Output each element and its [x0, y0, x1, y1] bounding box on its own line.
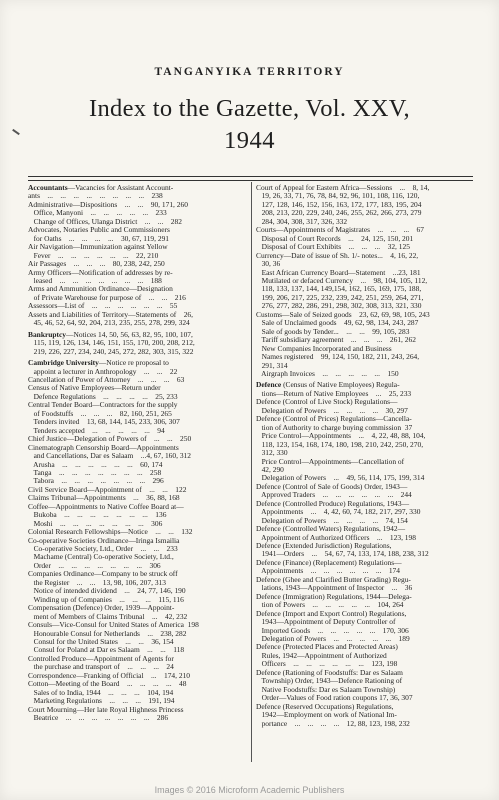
- index-entry-text: —Notices 14, 50, 56, 63, 82, 95, 100, 107,: [66, 330, 193, 339]
- index-entry: [256, 576, 472, 584]
- index-entry-text: Controlled Produce—Appointment of Agents for: [28, 654, 174, 663]
- index-entry-text: 19, 26, 33, 71, 76, 78, 84, 92, 96, 101, 108, 116, 120,: [256, 192, 420, 201]
- index-entry-text: Cotton—Meeting of the Board ... ... ... ... 48: [28, 680, 187, 689]
- index-entry-text: Order ... ... ... ... ... ... ... 306: [28, 561, 161, 570]
- index-entry: [28, 553, 246, 561]
- index-entry: [28, 184, 246, 192]
- index-entry-text: of Private Warehouse for purpose of ... ... 216: [28, 293, 186, 302]
- index-entry: [28, 545, 246, 553]
- index-entry: [28, 418, 246, 426]
- index-entry: [256, 277, 472, 285]
- index-entry: [28, 201, 246, 209]
- index-entry: [28, 393, 246, 401]
- title-rule-bottom: [28, 180, 473, 181]
- index-entry-text: Notice of intended dividend ... 24, 77, 146, 190: [28, 587, 186, 596]
- index-entry-text: Honourable Consul for Netherlands ... 238, 282: [28, 629, 187, 638]
- index-entry: [28, 368, 246, 376]
- index-entry-text: 199, 206, 217, 225, 232, 239, 242, 251, 259, 264, 271,: [256, 293, 424, 302]
- index-entry-text: Defence (Controlled Waters) Regulations, 1942—: [256, 525, 406, 534]
- index-entry: [28, 452, 246, 460]
- index-entry: [256, 381, 472, 389]
- index-entry-text: Tariff subsidiary agreement ... ... ... 261, 262: [256, 336, 416, 345]
- index-entry: [256, 517, 472, 525]
- index-entry-text: Office, Manyoni ... ... ... ... ... 233: [28, 209, 167, 218]
- index-entry: [256, 407, 472, 415]
- index-entry: [28, 655, 246, 663]
- index-entry-text: 45, 46, 52, 64, 92, 204, 213, 235, 255, 278, 299, 324: [28, 319, 190, 328]
- index-entry-text: Moshi ... ... ... ... ... ... ... 306: [28, 519, 163, 528]
- index-entry-text: —Notice re proposal to: [98, 359, 169, 368]
- index-entry-text: Compensation (Defence) Order, 1939—Appoint-: [28, 604, 175, 613]
- index-column-left: [28, 184, 246, 723]
- index-entry: [28, 579, 246, 587]
- index-entry-text: Appointments ... 4, 42, 60, 74, 182, 217, 297, 330: [256, 508, 421, 517]
- index-entry: [28, 714, 246, 722]
- index-entry: [28, 209, 246, 217]
- index-entry-text: Cancellation of Power of Attorney ... ... ... 63: [28, 375, 185, 384]
- index-entry: [28, 630, 246, 638]
- index-entry-text: portance ... ... ... ... 12, 88, 123, 198, 232: [256, 719, 410, 728]
- index-entry-text: Officers ... ... ... ... ... ... 123, 198: [256, 660, 398, 669]
- index-entry: [256, 201, 472, 209]
- index-entry-text: 118, 123, 154, 168, 174, 180, 198, 210, 242, 250, 270,: [256, 440, 424, 449]
- index-entry-text: Delegation of Powers ... 49, 56, 114, 175, 199, 314: [256, 474, 425, 483]
- page-title: Index to the Gazette, Vol. XXV,: [89, 95, 410, 122]
- index-entry: [28, 444, 246, 452]
- index-heading-word: Cambridge University: [28, 359, 99, 368]
- index-entry: [28, 226, 246, 234]
- index-entry-text: Sales of to India, 1944 ... ... ... 104, 194: [28, 688, 174, 697]
- index-entry-text: Defence Regulations ... ... ... ... 25, 233: [28, 392, 178, 401]
- index-entry: [28, 401, 246, 409]
- index-entry: [28, 235, 246, 243]
- index-entry: [256, 362, 472, 370]
- index-entry-text: Court Mourning—Her late Royal Highness Princess: [28, 705, 184, 714]
- index-entry: [28, 621, 246, 629]
- index-entry-text: Defence (Rationing of Foodstuffs: Dar es Salaam: [256, 668, 403, 677]
- index-entry: [256, 415, 472, 423]
- index-entry-text: Currency—Date of issue of Sh. 1/- notes... 4, 16, 22,: [256, 251, 419, 260]
- index-entry-text: Air Navigation—Immunization against Yellow: [28, 243, 168, 252]
- index-entry: [28, 339, 246, 347]
- index-entry: [256, 703, 472, 711]
- index-entry: [28, 477, 246, 485]
- index-entry-text: tions—Return of Native Employees ... 25, 233: [256, 389, 412, 398]
- index-entry-text: Arms and Ammunition Ordinance—Designation: [28, 285, 173, 294]
- column-divider: [251, 182, 252, 762]
- index-entry-text: Native Foodstuffs: Dar es Salaam Township): [256, 685, 396, 694]
- index-entry: [28, 319, 246, 327]
- index-entry-text: Appointment of Authorized Officers ... 123, 198: [256, 533, 416, 542]
- index-entry: [28, 384, 246, 392]
- index-entry-text: Consul for the United States ... ... 36, 154: [28, 638, 174, 647]
- index-entry: [256, 669, 472, 677]
- index-entry-text: Defence (Reserved Occupations) Regulations,: [256, 702, 394, 711]
- index-entry: [256, 218, 472, 226]
- index-entry-text: Winding up of Companies ... ... ... 115, 116: [28, 595, 184, 604]
- index-entry: [256, 209, 472, 217]
- index-entry-text: 208, 213, 220, 229, 240, 246, 255, 262, 266, 273, 279: [256, 209, 422, 218]
- index-entry: [28, 646, 246, 654]
- index-entry-text: Defence (Extended Jurisdiction) Regulations,: [256, 542, 392, 551]
- index-entry: [256, 449, 472, 457]
- index-entry: [28, 252, 246, 260]
- index-entry: [28, 302, 246, 310]
- index-entry: [28, 294, 246, 302]
- index-entry-text: tion of Authority to charge buying commission 37: [256, 423, 413, 432]
- index-heading-word: Defence: [256, 381, 282, 390]
- index-entry: [28, 435, 246, 443]
- index-entry: [256, 508, 472, 516]
- index-entry-text: 276, 277, 282, 286, 291, 298, 302, 308, 313, 321, 330: [256, 302, 422, 311]
- index-entry-text: Defence (Ghee and Clarified Butter Grading) Regu-: [256, 575, 411, 584]
- index-entry: [28, 689, 246, 697]
- index-entry: [28, 537, 246, 545]
- index-entry: [256, 243, 472, 251]
- index-entry: [256, 720, 472, 728]
- index-entry: [28, 494, 246, 502]
- index-entry: [256, 260, 472, 268]
- index-entry: [256, 398, 472, 406]
- index-entry: [28, 663, 246, 671]
- index-entry: [28, 269, 246, 277]
- index-entry-text: 42, 290: [256, 465, 284, 474]
- index-entry-text: for Oaths ... ... ... ... 30, 67, 119, 291: [28, 234, 170, 243]
- index-entry-text: Delegation of Powers ... ... ... ... ... 189: [256, 635, 410, 644]
- index-entry-text: Customs—Sale of Seized goods 23, 62, 69, 98, 105, 243: [256, 310, 430, 319]
- index-entry: [28, 192, 246, 200]
- index-entry-text: Fever ... ... ... ... ... ... 22, 210: [28, 251, 159, 260]
- index-entry-text: 127, 128, 146, 152, 156, 163, 172, 177, 183, 195, 204: [256, 200, 422, 209]
- index-entry: [256, 550, 472, 558]
- index-entry: [256, 336, 472, 344]
- index-entry: [256, 328, 472, 336]
- index-entry: [256, 235, 472, 243]
- index-entry: [28, 260, 246, 268]
- index-entry-text: 1943—Appointment of Deputy Controller of: [256, 618, 396, 627]
- index-entry-text: Correspondence—Franking of Official ... 174, 210: [28, 671, 191, 680]
- index-entry-text: Beatrice ... ... ... ... ... ... ... 286: [28, 714, 169, 723]
- index-entry: [256, 390, 472, 398]
- index-entry: [256, 353, 472, 361]
- index-entry: [256, 711, 472, 719]
- index-entry-text: Defence (Control of Prices) Regulations—Cancella-: [256, 415, 412, 424]
- index-entry: [256, 441, 472, 449]
- index-entry: [256, 584, 472, 592]
- index-entry-text: Chief Justice—Delegation of Powers of ... ... 250: [28, 435, 192, 444]
- index-entry: [28, 285, 246, 293]
- index-entry: [256, 500, 472, 508]
- index-entry-text: and Cancellations, Dar es Salaam ...4, 67, 160, 312: [28, 452, 191, 461]
- index-entry: [28, 461, 246, 469]
- index-entry-text: Coffee—Appointments to Native Coffee Board at—: [28, 502, 184, 511]
- index-entry: [256, 269, 472, 277]
- index-entry: [256, 627, 472, 635]
- index-entry-text: Air Passages ... ... ... 80, 238, 242, 250: [28, 260, 165, 269]
- index-entry-text: Tanga ... ... ... ... ... ... ... 258: [28, 468, 162, 477]
- index-entry: [256, 542, 472, 550]
- index-column-right: [256, 184, 472, 728]
- index-entry: [28, 376, 246, 384]
- index-entry-text: Delegation of Powers ... ... ... ... 30, 297: [256, 406, 408, 415]
- index-entry: [256, 302, 472, 310]
- index-entry: [256, 635, 472, 643]
- index-entry-text: Tenders accepted ... ... ... ... ... 94: [28, 426, 165, 435]
- index-entry-text: Disposal of Court Records ... 24, 125, 150, 201: [256, 234, 414, 243]
- index-entry: [256, 311, 472, 319]
- index-entry: [256, 285, 472, 293]
- index-entry: [28, 348, 246, 356]
- index-entry-text: Change of Offices, Ulanga District ... ... 282: [28, 217, 182, 226]
- index-entry: [28, 604, 246, 612]
- index-entry: [256, 192, 472, 200]
- index-entry-text: Co-operative Societies Ordinance—Iringa Ismailia: [28, 536, 180, 545]
- index-entry-text: Defence (Import and Export Control) Regulations,: [256, 609, 407, 618]
- index-entry: [256, 252, 472, 260]
- index-entry-text: Machame (Central) Co-operative Society, Ltd.,: [28, 553, 174, 562]
- index-entry-text: Central Tender Board—Contractors for the supply: [28, 401, 178, 410]
- index-entry-text: Mutilated or defaced Currency ... 98, 104, 105, 112,: [256, 276, 428, 285]
- index-entry: [256, 686, 472, 694]
- index-entry-text: 115, 119, 126, 134, 146, 151, 155, 170, 200, 208, 212,: [28, 339, 195, 348]
- index-entry: [256, 567, 472, 575]
- index-entry-text: Defence (Finance) (Replacement) Regulations—: [256, 558, 402, 567]
- index-entry: [28, 706, 246, 714]
- index-entry-text: Bukoba ... ... ... ... ... ... ... 136: [28, 511, 167, 520]
- index-entry: [28, 218, 246, 226]
- index-entry: [256, 694, 472, 702]
- territory-heading: TANGANYIKA TERRITORY: [154, 66, 345, 78]
- index-entry-text: Approved Traders ... ... ... ... ... ... 244: [256, 491, 412, 500]
- index-entry-text: Tabora ... ... ... ... ... ... ... 296: [28, 477, 164, 486]
- page-year: 1944: [224, 127, 275, 154]
- index-entry-text: Defence (Protected Places and Protected Areas): [256, 643, 398, 652]
- title-rule-top: [28, 176, 473, 177]
- index-entry: [256, 593, 472, 601]
- index-entry-text: New Companies Incorporated and Business: [256, 344, 392, 353]
- index-entry-text: Court of Appeal for Eastern Africa—Sessions ... 8, 14,: [256, 184, 430, 192]
- index-entry-text: Cinematograph Censorship Board—Appointments: [28, 443, 179, 452]
- index-entry: [256, 184, 472, 192]
- index-entry-text: 30, 36: [256, 260, 281, 269]
- index-entry: [256, 677, 472, 685]
- index-entry-text: (Census of Native Employees) Regula-: [281, 381, 400, 390]
- index-entry-text: Order—Values of Food ration coupons 17, 36, 307: [256, 694, 413, 703]
- index-entry-text: Imported Goods ... ... ... ... ... 170, 306: [256, 626, 409, 635]
- index-entry: [28, 587, 246, 595]
- index-entry-text: Consuls—Vice-Consul for United States of America 198: [28, 621, 199, 630]
- index-entry: [28, 680, 246, 688]
- index-entry: [28, 427, 246, 435]
- index-entry-text: appoint a lecturer in Anthropology ... ... 22: [28, 367, 178, 376]
- index-entry: [28, 486, 246, 494]
- index-entry: [256, 294, 472, 302]
- index-entry: [28, 528, 246, 536]
- index-entry-text: lations, 1943—Appointment of Inspector ... 36: [256, 584, 413, 593]
- index-entry-text: 1941—Orders ... 54, 67, 74, 133, 174, 188, 238, 312: [256, 550, 429, 559]
- index-entry-text: Defence (Controlled Produce) Regulations, 1943—: [256, 499, 410, 508]
- index-entry-text: Disposal of Court Exhibits ... ... ... 32, 125: [256, 243, 410, 252]
- index-entry-text: Army Officers—Notification of addresses by re-: [28, 268, 173, 277]
- index-entry-text: Assets and Liabilities of Territory—Statements of 26,: [28, 310, 194, 319]
- index-entry-text: ants ... ... ... ... ... ... ... ... 238: [28, 192, 163, 201]
- index-entry: [256, 432, 472, 440]
- index-entry: [256, 525, 472, 533]
- index-entry-text: Township) Order, 1943—Defence Rationing of: [256, 677, 403, 686]
- index-entry-text: Sale of goods by Tender... ... ... 99, 105, 283: [256, 327, 410, 336]
- index-entry-text: Census of Native Employees—Return under: [28, 384, 161, 393]
- index-entry: [28, 511, 246, 519]
- index-entry-text: Appointments ... ... ... ... ... ... 174: [256, 567, 400, 576]
- index-entry: [28, 359, 246, 367]
- index-entry: [28, 570, 246, 578]
- index-entry-text: Defence (Control of Sale of Goods) Order, 1943—: [256, 482, 408, 491]
- index-entry-text: of Foodstuffs ... ... ... 82, 160, 251, 265: [28, 409, 172, 418]
- index-entry: [28, 331, 246, 339]
- index-entry: [28, 672, 246, 680]
- index-entry-text: Colonial Research Fellowships—Notice ... ... 132: [28, 528, 193, 537]
- index-entry: [28, 596, 246, 604]
- index-entry-text: 284, 304, 308, 317, 326, 332: [256, 217, 348, 226]
- index-entry-text: the Register ... ... 13, 98, 106, 207, 313: [28, 578, 166, 587]
- index-entry: [28, 520, 246, 528]
- index-entry: [28, 277, 246, 285]
- index-entry-text: Sale of Unclaimed goods 49, 62, 98, 134, 243, 287: [256, 319, 419, 328]
- index-entry-text: Names registered 99, 124, 150, 182, 211, 243, 264,: [256, 353, 420, 362]
- index-entry-text: 1942—Employment on work of National Im-: [256, 711, 397, 720]
- index-entry-text: leased ... ... ... ... ... ... ... 188: [28, 276, 162, 285]
- index-entry-text: Assessors—List of ... ... ... ... ... ... 55: [28, 302, 178, 311]
- index-entry-text: Arusha ... ... ... ... ... ... 60, 174: [28, 460, 163, 469]
- publisher-watermark: Images © 2016 Microform Academic Publishers: [154, 785, 345, 795]
- index-entry-text: Price Control—Appointments—Cancellation of: [256, 457, 405, 466]
- index-entry: [256, 424, 472, 432]
- index-entry: [28, 697, 246, 705]
- index-entry: [28, 410, 246, 418]
- index-entry-text: Marketing Regulations ... ... ... 191, 194: [28, 697, 175, 706]
- index-entry-text: Rules, 1942—Appointment of Authorized: [256, 651, 387, 660]
- index-entry-text: East African Currency Board—Statement ...23, 181: [256, 268, 421, 277]
- index-entry: [256, 466, 472, 474]
- index-entry: [256, 643, 472, 651]
- index-entry: [256, 610, 472, 618]
- index-entry: [256, 345, 472, 353]
- index-entry: [28, 469, 246, 477]
- index-entry: [28, 243, 246, 251]
- index-entry: [28, 562, 246, 570]
- index-entry-text: Advocates, Notaries Public and Commissioners: [28, 226, 170, 235]
- index-entry: [256, 319, 472, 327]
- index-entry-text: Co-operative Society, Ltd., Order ... ... 233: [28, 545, 178, 554]
- index-entry-text: 291, 314: [256, 361, 288, 370]
- index-entry-text: Price Control—Appointments ... 4, 22, 48, 88, 104,: [256, 432, 426, 441]
- index-entry-text: tion of Powers ... ... ... ... ... 104, 264: [256, 601, 404, 610]
- index-entry-text: ment of Members of Claims Tribunal ... 42, 232: [28, 612, 188, 621]
- index-entry: [256, 370, 472, 378]
- index-entry: [256, 601, 472, 609]
- index-heading-word: Bankruptcy: [28, 330, 67, 339]
- index-entry: [28, 503, 246, 511]
- index-entry-text: Claims Tribunal—Appointments ... 36, 88, 168: [28, 494, 180, 503]
- index-entry-text: Courts—Appointments of Magistrates ... ... ... 67: [256, 226, 424, 235]
- index-entry-text: Civil Service Board—Appointment of ... ... 122: [28, 485, 187, 494]
- index-entry-text: Defence (Control of Live Stock) Regulations—: [256, 398, 398, 407]
- index-entry: [256, 226, 472, 234]
- index-heading-word: Accountants: [28, 184, 68, 192]
- index-entry: [256, 458, 472, 466]
- index-entry: [28, 638, 246, 646]
- index-entry-text: 219, 226, 227, 234, 240, 245, 272, 282, 303, 315, 322: [28, 347, 194, 356]
- index-entry-text: 118, 133, 137, 144, 149,154, 162, 165, 169, 175, 188,: [256, 285, 422, 294]
- index-entry: [256, 491, 472, 499]
- index-entry-text: 312, 330: [256, 449, 288, 458]
- index-entry: [256, 534, 472, 542]
- index-entry: [256, 483, 472, 491]
- index-entry-text: Companies Ordinance—Company to be struck off: [28, 570, 178, 579]
- index-entry: [256, 618, 472, 626]
- index-entry-text: —Vacancies for Assistant Account-: [67, 184, 174, 192]
- index-entry-text: Airgraph Invoices ... ... ... ... ... 150: [256, 369, 399, 378]
- index-entry: [28, 613, 246, 621]
- index-entry-text: Delegation of Powers ... ... ... ... 74, 154: [256, 516, 408, 525]
- index-entry: [28, 311, 246, 319]
- index-entry-text: Administrative—Dispositions ... ... 90, 171, 260: [28, 200, 188, 209]
- index-entry-text: Tenders invited 13, 68, 144, 145, 233, 306, 307: [28, 418, 180, 427]
- index-entry: [256, 559, 472, 567]
- index-entry: [256, 474, 472, 482]
- index-entry-text: Consul for Poland at Dar es Salaam ... ... 118: [28, 646, 185, 655]
- index-entry-text: Defence (Immigration) Regulations, 1944—Delega-: [256, 592, 412, 601]
- index-entry: [256, 652, 472, 660]
- index-entry: [256, 660, 472, 668]
- index-entry-text: the purchase and transport of ... ... ... 24: [28, 663, 174, 672]
